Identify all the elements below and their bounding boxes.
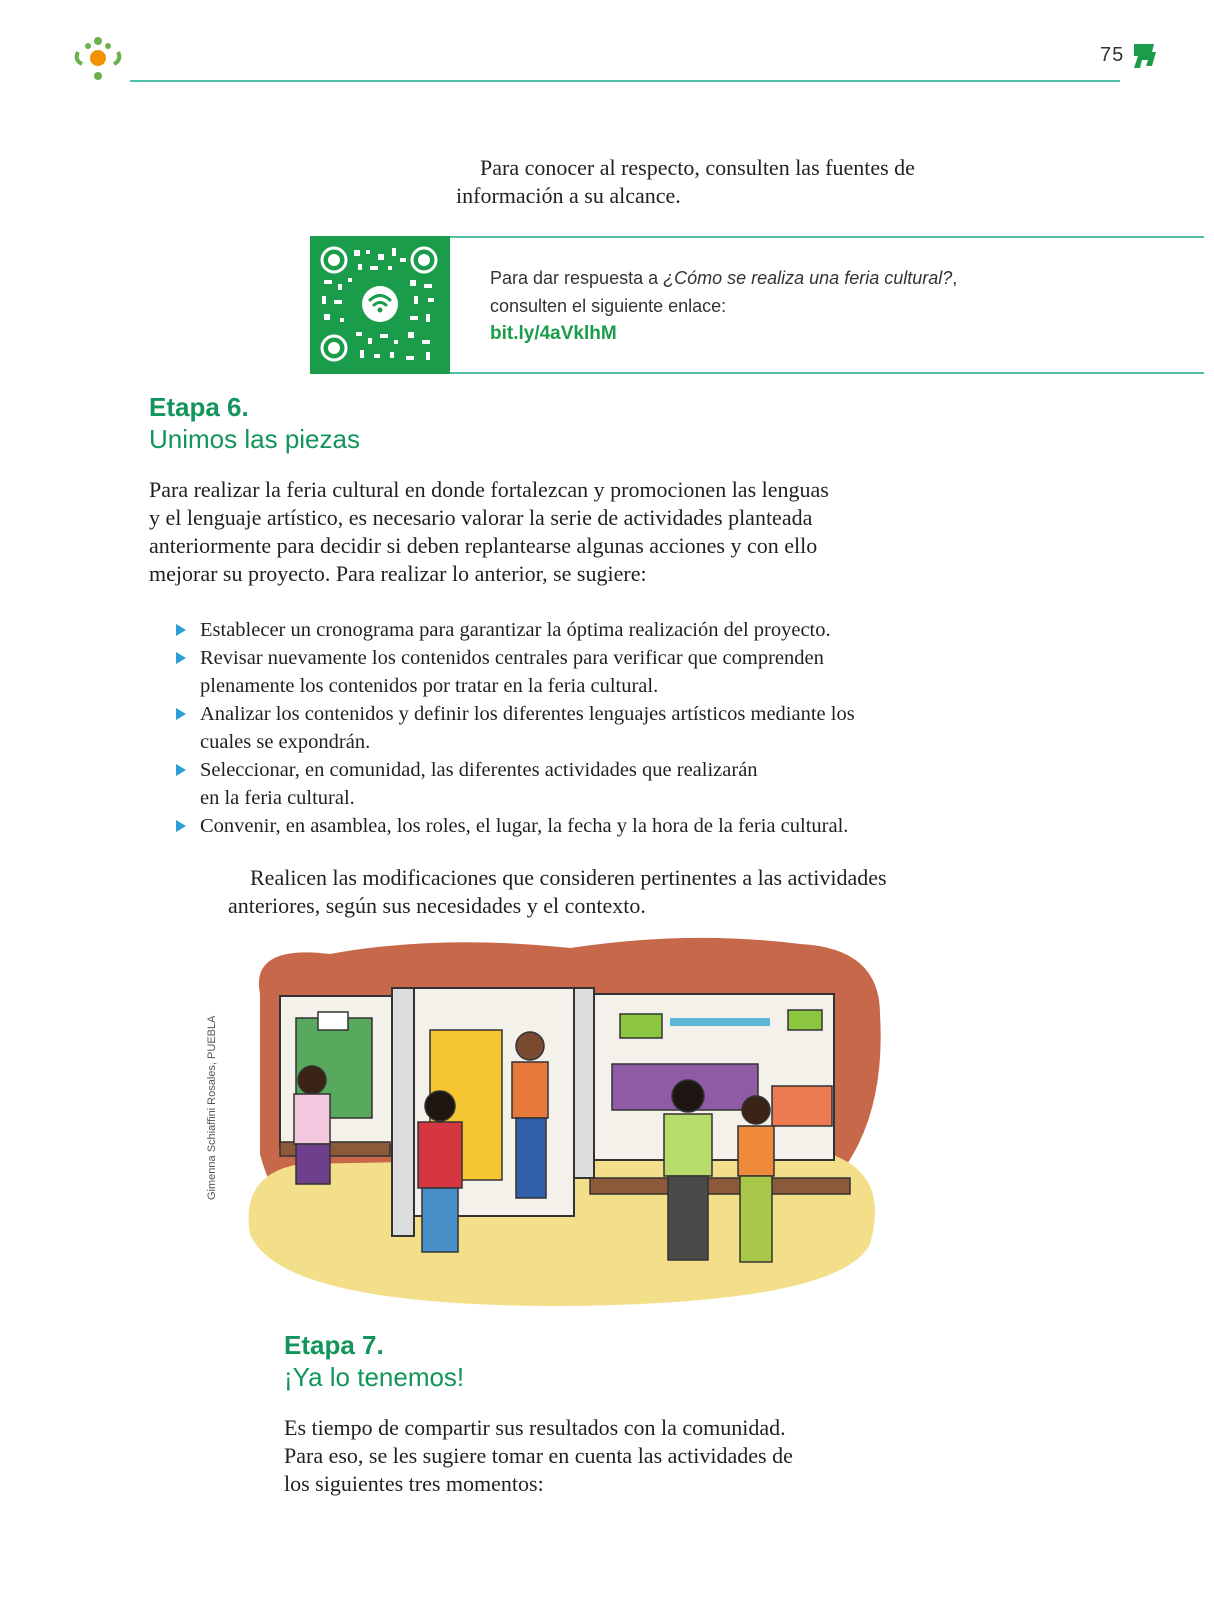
header-rule: [130, 80, 1120, 82]
link-question: ¿Cómo se realiza una feria cultural?: [663, 268, 953, 288]
bullet-arrow-icon: [176, 820, 186, 832]
bullet-text: Convenir, en asamblea, los roles, el lugar, la fecha y la hora de la feria cultural.: [200, 815, 849, 837]
link-url[interactable]: bit.ly/4aVklhM: [490, 323, 617, 344]
bullet-text: Seleccionar, en comunidad, las diferentes actividades que realizarán en la feria cultural.: [200, 759, 758, 809]
intro-paragraph: Para conocer al respecto, consulten las fuentes de información a su alcance.: [456, 155, 915, 208]
etapa6-bullets: [176, 616, 876, 840]
etapa6-closing: Realicen las modificaciones que consideren pertinentes a las actividades anteriores, según sus necesidades y el contexto.: [228, 865, 887, 918]
etapa7-paragraph: Es tiempo de compartir sus resultados con la comunidad. Para eso, se les sugiere tomar en cuenta las actividades de los siguientes tres momentos:: [284, 1415, 793, 1496]
etapa6-title: Unimos las piezas: [149, 424, 360, 454]
bullet-arrow-icon: [176, 624, 186, 636]
green-glyph-icon: [1130, 40, 1158, 74]
link-line1-prefix: Para dar respuesta a: [490, 268, 664, 288]
etapa7-number: Etapa 7.: [284, 1330, 384, 1360]
bullet-arrow-icon: [176, 708, 186, 720]
bullet-arrow-icon: [176, 764, 186, 776]
list-item: [176, 616, 876, 644]
link-box: [310, 236, 1204, 374]
bullet-text: Revisar nuevamente los contenidos centrales para verificar que comprenden plenamente los contenidos por tratar en la feria cultural.: [200, 647, 824, 697]
bullet-arrow-icon: [176, 652, 186, 664]
link-line2: consulten el siguiente enlace:: [490, 296, 727, 316]
qr-code-icon[interactable]: [310, 236, 450, 374]
illustration-credit: Gimenna Schiaffini Rosales, PUEBLA: [206, 1015, 218, 1200]
page-number: 75: [1100, 44, 1125, 66]
etapa7-title: ¡Ya lo tenemos!: [284, 1362, 465, 1392]
etapa6-number: Etapa 6.: [149, 392, 249, 422]
list-item: [176, 756, 780, 812]
cultural-fair-illustration: [240, 934, 888, 1310]
link-instructions: [490, 264, 957, 348]
list-item: [176, 700, 876, 756]
bullet-text: Establecer un cronograma para garantizar la óptima realización del proyecto.: [200, 619, 831, 641]
list-item: [176, 812, 876, 840]
bullet-text: Analizar los contenidos y definir los diferentes lenguajes artísticos mediante los cuales se expondrán.: [200, 703, 855, 753]
community-circle-icon: [72, 34, 124, 82]
list-item: [176, 644, 876, 700]
link-line1-suffix: ,: [952, 268, 958, 288]
etapa6-paragraph: Para realizar la feria cultural en donde fortalezcan y promocionen las lenguas y el lenguaje artístico, es necesario valorar la serie de actividades planteada anteriormente para decidir si deben replantearse algunas acciones y con ello mejorar su proyecto. Para realizar lo anterior, se sugiere:: [149, 477, 829, 586]
